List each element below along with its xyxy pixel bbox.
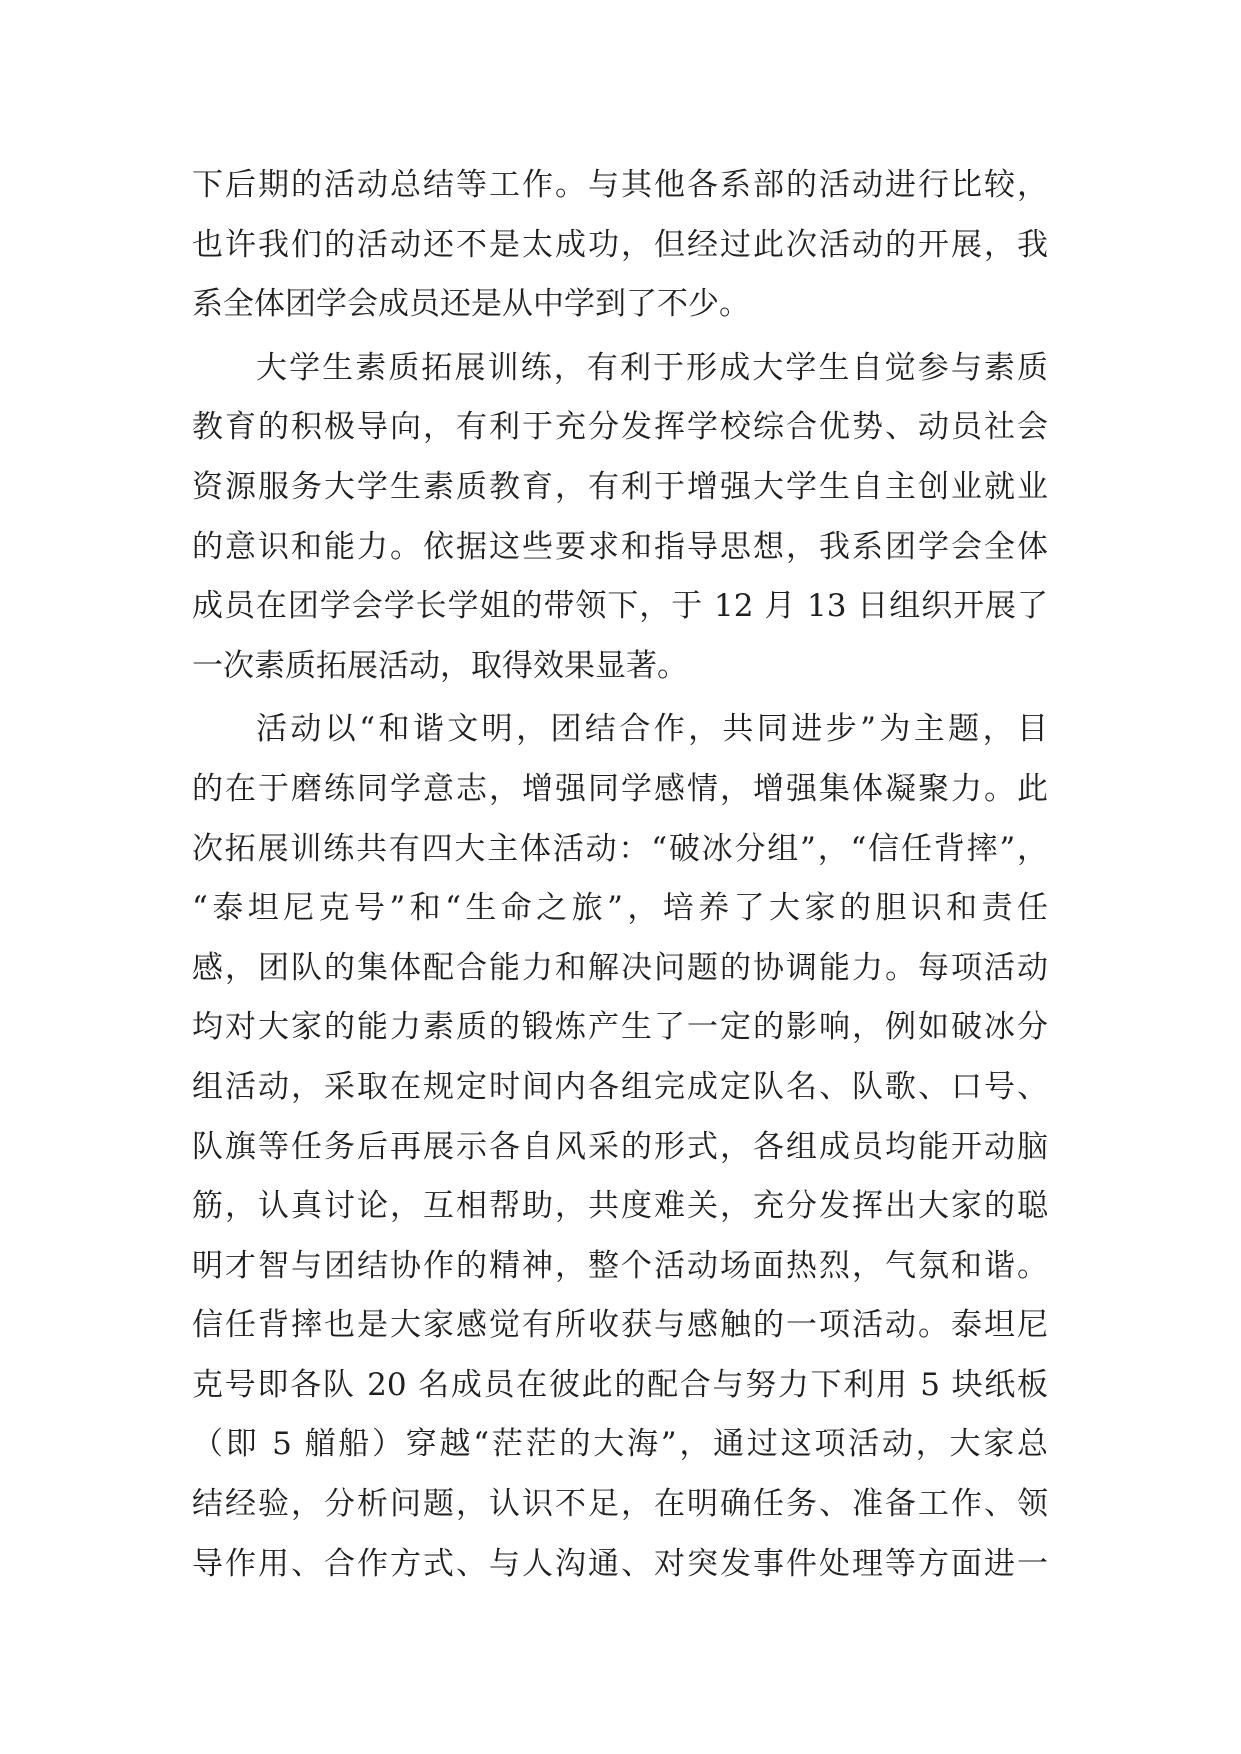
text-line: 教育的积极导向，有利于充分发挥学校综合优势、动员社会 [192,409,1048,446]
text-line: 感，团队的集体配合能力和解决问题的协调能力。每项活动 [192,949,1048,986]
text-line: 均对大家的能力素质的锻炼产生了一定的影响，例如破冰分 [192,1009,1048,1046]
text-line: 系全体团学会成员还是从中学到了不少。 [192,286,750,323]
text-line: 次拓展训练共有四大主体活动：“破冰分组”，“信任背摔”， [192,830,1048,867]
document-body [192,156,1048,1594]
text-line: 成员在团学会学长学姐的带领下，于 12 月 13 日组织开展了 [192,588,1048,625]
text-line: 下后期的活动总结等工作。与其他各系部的活动进行比较， [192,167,1048,203]
text-line: 一次素质拓展活动，取得效果显著。 [192,647,688,684]
paragraph-2 [192,339,1048,697]
text-line: 的在于磨练同学意志，增强同学感情，增强集体凝聚力。此 [192,770,1048,807]
text-line: 大学生素质拓展训练，有利于形成大学生自觉参与素质 [256,349,1048,386]
text-line: 资源服务大学生素质教育，有利于增强大学生自主创业就业 [192,468,1048,505]
text-line: 也许我们的活动还不是太成功，但经过此次活动的开展，我 [192,226,1048,263]
text-line: 明才智与团结协作的精神，整个活动场面热烈，气氛和谐。 [192,1247,1048,1284]
text-line: 组活动，采取在规定时间内各组完成定队名、队歌、口号、 [192,1068,1048,1105]
text-line: 队旗等任务后再展示各自风采的形式，各组成员均能开动脑 [192,1128,1048,1165]
text-line: “泰坦尼克号”和“生命之旅”，培养了大家的胆识和责任 [192,890,1048,927]
text-line: 活动以“和谐文明，团结合作，共同进步”为主题，目 [256,711,1048,748]
paragraph-1 [192,156,1048,335]
text-line: 的意识和能力。依据这些要求和指导思想，我系团学会全体 [192,528,1048,565]
text-line: 导作用、合作方式、与人沟通、对突发事件处理等方面进一 [192,1545,1048,1582]
text-line: 筋，认真讨论，互相帮助，共度难关，充分发挥出大家的聪 [192,1188,1048,1225]
paragraph-3 [192,700,1048,1594]
text-line: （即 5 艏船）穿越“茫茫的大海”，通过这项活动，大家总 [192,1426,1048,1463]
text-line: 结经验，分析问题，认识不足，在明确任务、准备工作、领 [192,1486,1048,1523]
text-line: 信任背摔也是大家感觉有所收获与感触的一项活动。泰坦尼 [192,1307,1048,1344]
text-line: 克号即各队 20 名成员在彼此的配合与努力下利用 5 块纸板 [192,1366,1048,1403]
